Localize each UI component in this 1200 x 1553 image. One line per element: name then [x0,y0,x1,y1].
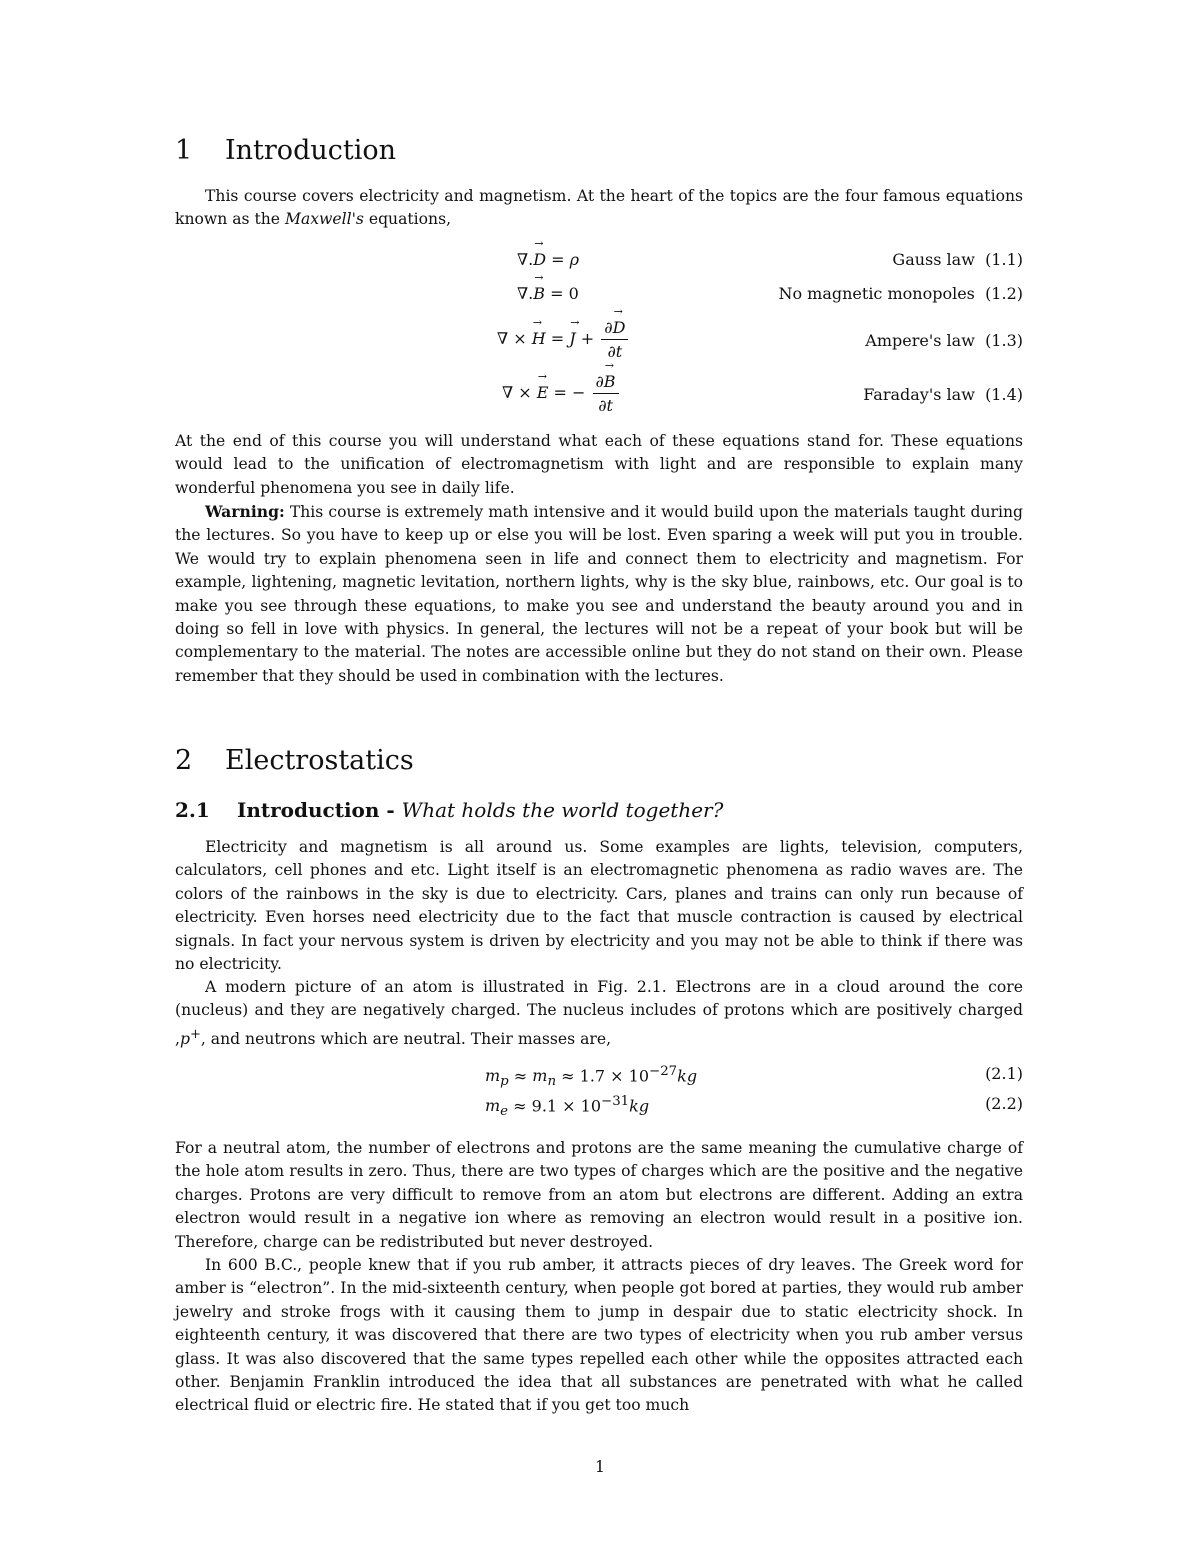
section-number: 1 [175,135,193,166]
proton-charge: + [189,1026,201,1042]
subsection-title: Introduction [237,798,380,822]
subsection-dash: - [379,798,402,822]
intro-text: This course covers electricity and magnetism. At the heart of the topics are the four famous equations known as the [175,187,1023,229]
equation-row-ampere [175,316,1023,366]
equation-row-monopoles [175,284,1023,314]
equation-row-faraday [175,370,1023,420]
maxwell-emphasis: Maxwell's [284,210,364,229]
equation-label: Faraday's law (1.4) [863,385,1023,404]
equation-row-masses [175,1064,1023,1094]
equation-ampere: ∇ × → H = → J + $\frac{\partial\to D}{\partial t}$ [497,318,630,361]
atom-text-end: , and neutrons which are neutral. Their masses are, [200,1030,612,1048]
equation-label: Ampere's law (1.3) [865,331,1023,350]
subsection-number: 2.1 [175,798,210,822]
equation-row-gauss [175,250,1023,280]
equation-gauss: ∇.→ D = ρ [517,250,579,269]
electro-paragraph-2 [175,976,1023,1051]
intro-paragraph-2: At the end of this course you will understand what each of these equations stand for. These equations would lead to the unification of electromagnetism with light and are responsible to explain many wonderful phenomena you see in daily life. [175,432,1023,497]
equation-label: No magnetic monopoles (1.2) [778,284,1023,303]
section-heading-electrostatics [175,745,414,776]
section-title: Electrostatics [225,745,414,776]
subsection-subtitle: What holds the world together? [401,798,724,822]
warning-paragraph [175,500,1023,688]
equation-number: (2.2) [985,1094,1023,1113]
proton-symbol: p [179,1030,190,1048]
subsection-heading [175,798,723,822]
equation-electron-mass: $m_e \approx 9.1 \times 10^{-31}kg$ [485,1094,650,1120]
electro-paragraph-3: For a neutral atom, the number of electrons and protons are the same meaning the cumulative charge of the hole atom results in zero. Thus, there are two types of charges which are the positive and the negative charges. Protons are very difficult to remove from an atom but electrons are different. Adding an extra electron would result in a negative ion where as removing an electron would result in a positive ion. Therefore, charge can be redistributed but never destroyed. [175,1139,1023,1251]
page-number: 1 [594,1457,606,1476]
equation-monopoles: ∇.→ B = 0 [517,284,579,303]
section-heading-introduction [175,135,396,166]
intro-paragraph-1 [175,185,1023,232]
equation-row-electron-mass [175,1094,1023,1124]
electro-paragraph-4: In 600 B.C., people knew that if you rub amber, it attracts pieces of dry leaves. The Greek word for amber is “electron”. In the mid-sixteenth century, when people got bored at parties, they would rub amber jewelry and stroke frogs with it causing them to jump in despair due to static electricity shock. In eighteenth century, it was discovered that there are two types of electricity when you rub amber versus glass. It was also discovered that the same types repelled each other while the opposites attracted each other. Benjamin Franklin introduced the idea that all substances are penetrated with what he called electrical fluid or electric fire. He stated that if you get too much [175,1256,1023,1415]
atom-text: A modern picture of an atom is illustrated in Fig. 2.1. Electrons are in a cloud around the core (nucleus) and they are negatively charged. The nucleus includes of protons which are positively charged , [175,978,1023,1048]
section-title: Introduction [225,135,396,166]
electro-paragraph-1: Electricity and magnetism is all around us. Some examples are lights, television, computers, calculators, cell phones and etc. Light itself is an electromagnetic phenomena as radio waves are. The colors of the rainbows in the sky is due to electricity. Cars, planes and trains can only run because of electricity. Even horses need electricity due to the fact that muscle contraction is caused by electrical signals. In fact your nervous system is driven by electricity and you may not be able to think if there was no electricity. [175,838,1023,974]
equation-number: (2.1) [985,1064,1023,1083]
warning-label: Warning: [205,502,285,521]
equation-faraday: ∇ × → E = − $\frac{\partial\to B}{\partial t}$ [502,372,621,415]
section-number: 2 [175,745,193,776]
equation-proton-neutron-mass: $m_p \approx m_n \approx 1.7 \times 10^{-27}kg$ [485,1064,698,1090]
equation-label: Gauss law (1.1) [892,250,1023,269]
warning-text: This course is extremely math intensive and it would build upon the materials taught during the lectures. So you have to keep up or else you will be lost. Even sparing a week will put you in trouble. We would try to explain phenomena seen in life and connect them to electricity and magnetism. For example, lightening, magnetic levitation, northern lights, why is the sky blue, rainbows, etc. Our goal is to make you see through these equations, to make you see and understand the beauty around you and in doing so fell in love with physics. In general, the lectures will not be a repeat of your book but will be complementary to the material. The notes are accessible online but they do not stand on their own. Please remember that they should be used in combination with the lectures. [175,503,1023,685]
intro-text-end: equations, [363,210,452,229]
